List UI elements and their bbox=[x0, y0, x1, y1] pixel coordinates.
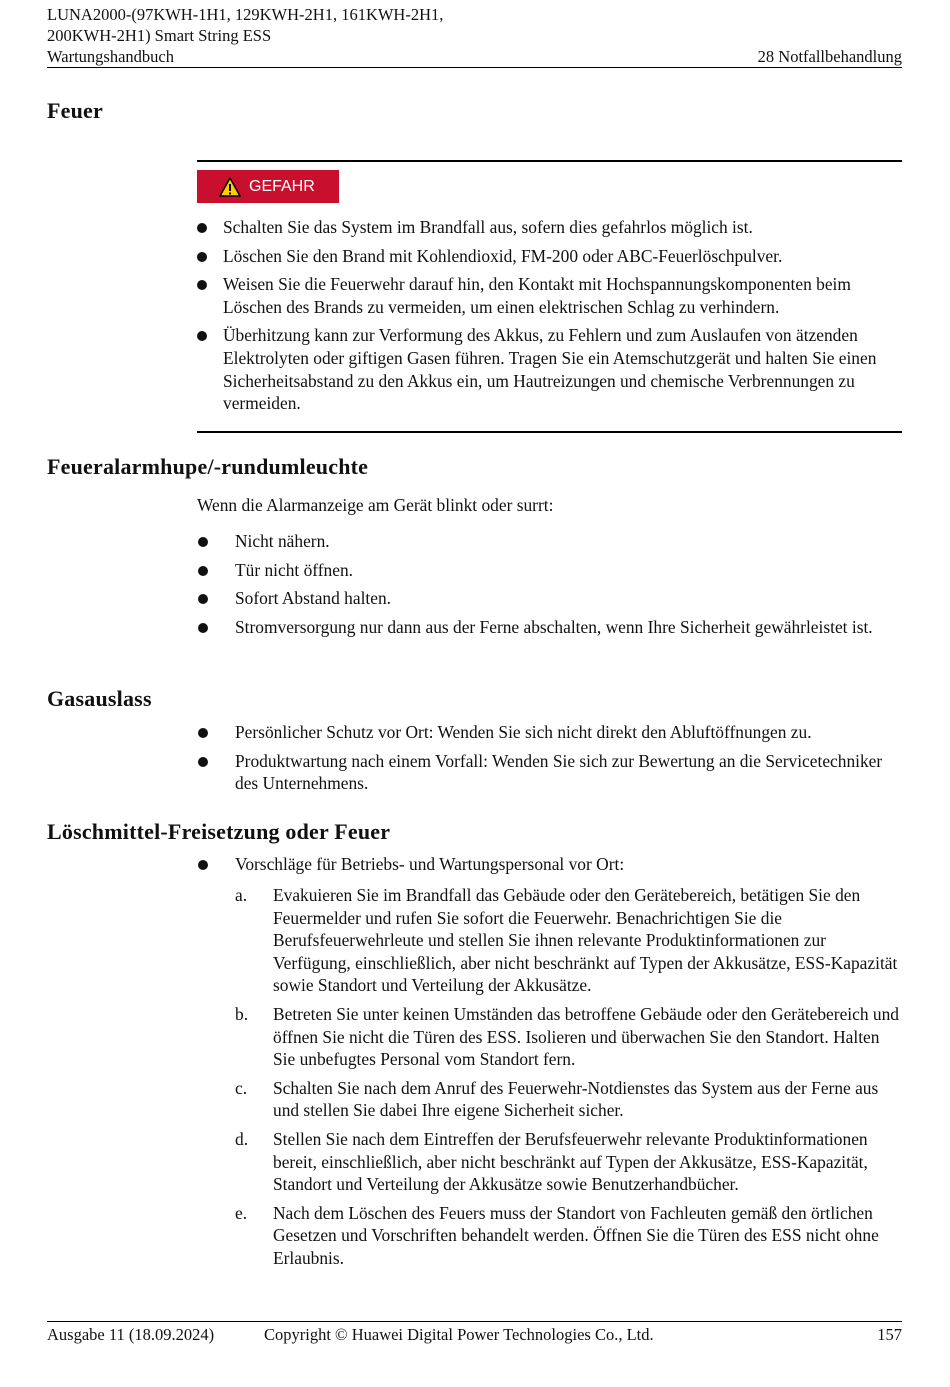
step-item: e. Nach dem Löschen des Feuers muss der Standort von Fachleuten gemäß den örtlichen Gesetzen und Vorschriften behandelt werden. Öffnen Sie die Türen des ESS nicht ohne Erlaubnis. bbox=[235, 1202, 879, 1268]
footer-divider bbox=[47, 1321, 902, 1322]
danger-list bbox=[223, 216, 902, 415]
danger-badge bbox=[197, 170, 339, 203]
step-item: b. Betreten Sie unter keinen Umständen das betroffene Gebäude oder den Gerätebereich und öffnen Sie nicht die Türen des ESS. Isolieren und überwachen Sie den Standort. Halten Sie unbefugtes Personal vom Standort fern. bbox=[235, 1003, 899, 1070]
list-item: Sofort Abstand halten. bbox=[235, 587, 902, 610]
footer-page-number: 157 bbox=[877, 1325, 902, 1344]
section-heading-gas: Gasauslass bbox=[47, 686, 152, 711]
list-item: Schalten Sie das System im Brandfall aus, sofern dies gefahrlos möglich ist. bbox=[223, 216, 902, 239]
list-item: Nicht nähern. bbox=[235, 530, 902, 553]
header-title-line1: LUNA2000-(97KWH-1H1, 129KWH-2H1, 161KWH-2H1, bbox=[47, 5, 444, 24]
list-item: Löschen Sie den Brand mit Kohlendioxid, FM-200 oder ABC-Feuerlöschpulver. bbox=[223, 245, 902, 268]
danger-label: GEFAHR bbox=[249, 177, 315, 195]
section-heading-extinguish: Löschmittel-Freisetzung oder Feuer bbox=[47, 819, 391, 844]
extinguish-lead-list bbox=[235, 853, 902, 876]
list-item: Tür nicht öffnen. bbox=[235, 559, 902, 582]
header-title-line2: 200KWH-2H1) Smart String ESS bbox=[47, 26, 272, 45]
header-chapter: 28 Notfallbehandlung bbox=[757, 47, 902, 66]
alarm-intro: Wenn die Alarmanzeige am Gerät blinkt oder surrt: bbox=[197, 495, 554, 515]
page-header bbox=[47, 4, 902, 67]
extinguish-steps bbox=[235, 884, 902, 1276]
list-item: Produktwartung nach einem Vorfall: Wenden Sie sich zur Bewertung an die Servicetechniker des Unternehmens. bbox=[235, 750, 902, 795]
section-heading-alarm: Feueralarmhupe/-rundumleuchte bbox=[47, 454, 369, 479]
alarm-list bbox=[235, 530, 902, 638]
step-item: c. Schalten Sie nach dem Anruf des Feuerwehr-Notdienstes das System aus der Ferne aus und stellen Sie dabei Ihre eigene Sicherheit sicher. bbox=[235, 1077, 879, 1121]
warning-triangle-icon bbox=[219, 177, 241, 197]
footer-copyright: Copyright © Huawei Digital Power Technologies Co., Ltd. bbox=[264, 1325, 654, 1344]
step-item: a. Evakuieren Sie im Brandfall das Gebäude oder den Gerätebereich, betätigen Sie den Feuermelder und rufen Sie sofort die Feuerwehr. Benachrichtigen Sie die Berufsfeuerwehrleute und stellen Sie ihnen relevante Produktinformationen zur Verfügung, einschließlich, aber nicht beschränkt auf Typen der Akkusätze, ESS-Kapazität sowie Standort und Verteilung der Akkusätze. bbox=[235, 885, 898, 996]
list-item: Überhitzung kann zur Verformung des Akkus, zu Fehlern und zum Auslaufen von ätzenden Elektrolyten oder giftigen Gasen führen. Tragen Sie ein Atemschutzgerät und halten Sie einen Sicherheitsabstand zu den Akkus ein, um Hautreizungen und chemische Verbrennungen zu vermeiden. bbox=[223, 324, 902, 414]
section-heading-fire: Feuer bbox=[47, 98, 103, 123]
list-item: Stromversorgung nur dann aus der Ferne abschalten, wenn Ihre Sicherheit gewährleistet ist. bbox=[235, 616, 902, 639]
step-item: d. Stellen Sie nach dem Eintreffen der Berufsfeuerwehr relevante Produktinformationen bereit, einschließlich, aber nicht beschränkt auf Typen der Akkusätze, ESS-Kapazität, Standort und Verteilung der Akkusätze sowie Benutzerhandbücher. bbox=[235, 1128, 868, 1195]
footer-issue: Ausgabe 11 (18.09.2024) bbox=[47, 1325, 215, 1344]
gas-list bbox=[235, 721, 902, 795]
list-item: Vorschläge für Betriebs- und Wartungspersonal vor Ort: bbox=[235, 853, 902, 876]
header-manual: Wartungshandbuch bbox=[47, 47, 174, 66]
header-divider bbox=[47, 67, 902, 68]
list-item: Weisen Sie die Feuerwehr darauf hin, den Kontakt mit Hochspannungskomponenten beim Löschen des Brands zu vermeiden, um einen elektrischen Schlag zu verhindern. bbox=[223, 273, 902, 318]
list-item: Persönlicher Schutz vor Ort: Wenden Sie sich nicht direkt den Abluftöffnungen zu. bbox=[235, 721, 902, 744]
danger-notice bbox=[197, 160, 902, 433]
